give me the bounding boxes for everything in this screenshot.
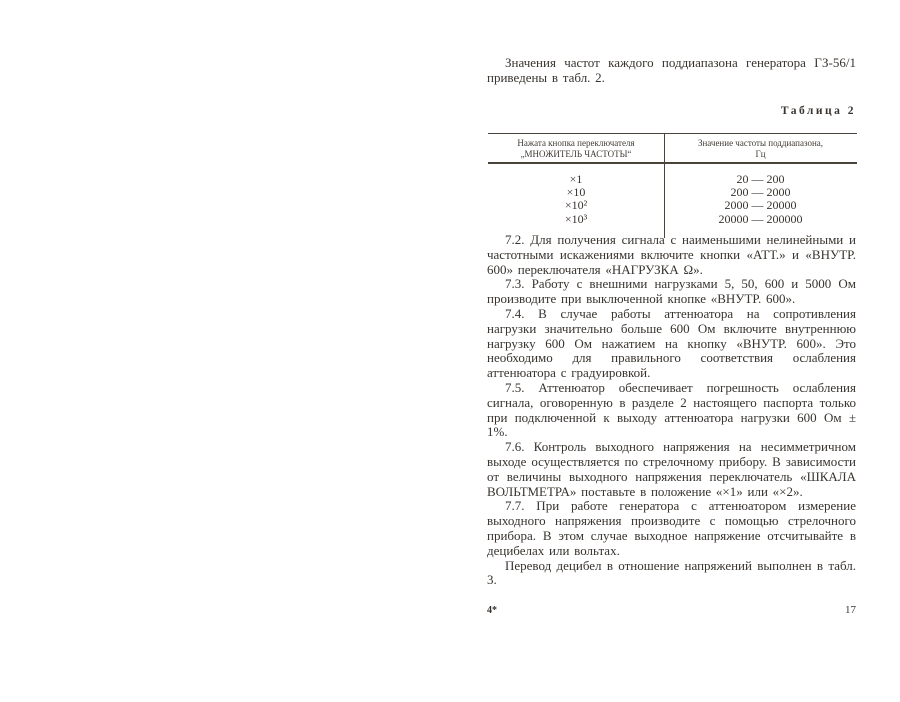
table-row [488,213,857,226]
frequency-range-cell: 20000 — 200000 [718,211,803,226]
paragraph-7-4: 7.4. В случае работы аттенюатора на сопротивления нагрузки значительно больше 600 Ом включите внутреннюю нагрузку 600 Ом нажатием на кнопку «ВНУТР. 600». Это необходимо для правильного соответствия ослабления аттенюатора с градуировкой. [487,305,856,381]
footer-page-number: 17 [845,604,856,616]
table-header-frequency [664,138,857,159]
table-header-multiplier [488,138,664,159]
frequency-table-inner [488,134,857,238]
table-row [488,186,857,199]
frequency-range-cell: 2000 — 20000 [724,198,797,213]
table-caption: Таблица 2 [780,105,856,117]
paragraph-7-3: 7.3. Работу с внешними нагрузками 5, 50, 600 и 5000 Ом производите при выключенной кнопке «ВНУТР. 600». [487,276,856,307]
table-column-divider [664,134,665,238]
table-header-multiplier-line1: Нажата кнопка переключателя [517,138,635,148]
table-body [488,164,857,238]
body-text [487,233,856,588]
paragraph-7-2: 7.2. Для получения сигнала с наименьшими нелинейными и частотными искажениями включите кнопки «АТТ.» и «ВНУТР. 600» переключателя «НАГРУЗКА Ω». [487,232,856,277]
table-header-frequency-line1: Значение частоты поддиапазона, [697,138,824,148]
frequency-range-cell: 20 — 200 [736,172,785,186]
frequency-range-cell: 200 — 2000 [730,185,791,200]
table-row [488,173,857,186]
footer-signature-mark: 4* [487,605,497,616]
table-header-row [488,134,857,164]
paragraph-7-7: 7.7. При работе генератора с аттенюатором измерение выходного напряжения производите с помощью стрелочного прибора. В этом случае выходное напряжение отсчитывайте в децибелах или вольтах. [487,498,856,558]
frequency-table [488,133,857,238]
intro-paragraph: Значения частот каждого поддиапазона генератора ГЗ-56/1 приведены в табл. 2. [487,55,856,85]
multiplier-cell: ×10 [566,185,586,200]
closing-paragraph: Перевод децибел в отношение напряжений выполнен в табл. 3. [487,557,856,588]
table-header-frequency-line2: Гц [755,148,766,159]
multiplier-cell: ×1 [569,172,583,186]
table-header-multiplier-line2: „МНОЖИТЕЛЬ ЧАСТОТЫ“ [520,148,632,159]
paragraph-7-6: 7.6. Контроль выходного напряжения на несимметричном выходе осуществляется по стрелочному прибору. В зависимости от величины выходного напряжения переключатель «ШКАЛА ВОЛЬТМЕТРА» поставьте в положение «×1» или «×2». [487,439,856,499]
table-row [488,199,857,212]
multiplier-cell: ×10² [564,198,588,213]
paragraph-7-5: 7.5. Аттенюатор обеспечивает погрешность ослабления сигнала, оговоренную в разделе 2 настоящего паспорта только при подключенной к выходу аттенюатора нагрузки 600 Ом ± 1%. [487,379,856,440]
page-footer [487,604,856,616]
multiplier-cell: ×10³ [564,211,588,226]
